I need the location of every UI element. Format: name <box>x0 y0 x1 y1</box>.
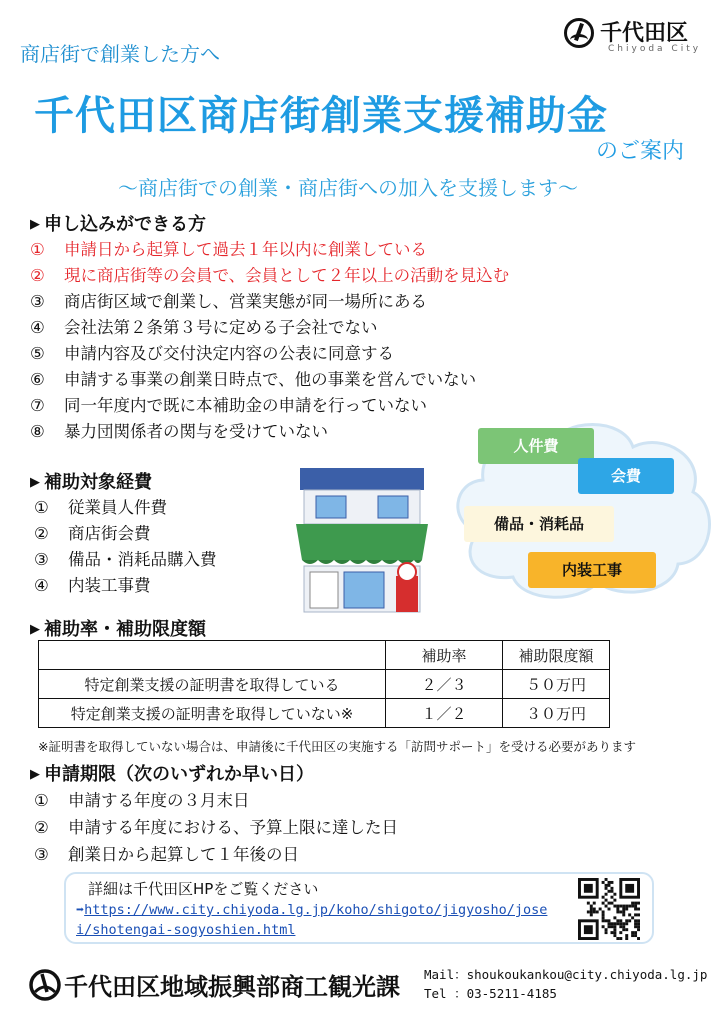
row-label: 特定創業支援の証明書を取得していない※ <box>39 699 386 728</box>
footer-tel[interactable]: Tel ：03-5211-4185 <box>424 986 557 1001</box>
deadline-heading: ▶ 申請期限（次のいずれか早い日） <box>30 764 314 785</box>
list-item <box>34 814 398 841</box>
eligibility-heading: ▶ 申し込みができる方 <box>30 214 206 235</box>
tag-supplies: 備品・消耗品 <box>464 506 614 542</box>
row-rate: ２／３ <box>386 670 503 699</box>
list-item-text: 備品・消耗品購入費 <box>68 550 217 569</box>
intro-text: 商店街で創業した方へ <box>20 42 220 66</box>
footer-department: 千代田区地域振興部商工観光課 <box>64 973 400 1001</box>
list-item <box>30 315 509 341</box>
page-title: 千代田区商店街創業支援補助金 <box>34 93 608 139</box>
row-rate: １／２ <box>386 699 503 728</box>
list-item-number: ⑧ <box>30 422 45 441</box>
footer-contact <box>424 965 707 1003</box>
list-item-number: ① <box>30 240 45 259</box>
list-item <box>30 237 509 263</box>
list-item <box>34 841 398 868</box>
list-item-number: ① <box>34 498 49 517</box>
info-heading: 詳細は千代田区HPをご覧ください <box>88 880 319 898</box>
deadline-list <box>34 787 398 868</box>
list-item-number: ⑤ <box>30 344 45 363</box>
list-item <box>34 495 217 521</box>
list-item-text: 商店街区域で創業し、営業実態が同一場所にある <box>64 292 427 311</box>
list-item-number: ② <box>34 818 49 837</box>
shop-illustration <box>292 464 432 616</box>
list-item-number: ③ <box>30 292 45 311</box>
list-item-number: ⑥ <box>30 370 45 389</box>
row-limit: ３０万円 <box>503 699 610 728</box>
list-item-text: 申請する事業の創業日時点で、他の事業を営んでいない <box>64 370 477 389</box>
triangle-bullet-icon: ▶ <box>30 767 40 782</box>
list-item-number: ③ <box>34 845 49 864</box>
rates-heading: ▶ 補助率・補助限度額 <box>30 619 206 640</box>
logo-sub: Chiyoda City <box>608 44 702 54</box>
footer-mail[interactable]: Mail：shoukoukankou@city.chiyoda.lg.jp <box>424 967 708 982</box>
list-item-number: ② <box>30 266 45 285</box>
list-item <box>30 263 509 289</box>
table-header-limit: 補助限度額 <box>503 641 610 670</box>
list-item <box>30 419 509 445</box>
subtitle: ～商店街での創業・商店街への加入を支援します～ <box>118 176 578 200</box>
expenses-heading: ▶ 補助対象経費 <box>30 472 152 493</box>
list-item-text: 従業員人件費 <box>68 498 167 517</box>
list-item-text: 同一年度内で既に本補助金の申請を行っていない <box>64 396 427 415</box>
list-item-text: 会社法第２条第３号に定める子会社でない <box>64 318 378 337</box>
list-item-text: 申請する年度における、予算上限に達した日 <box>68 818 398 837</box>
triangle-bullet-icon: ▶ <box>30 475 40 490</box>
list-item <box>34 521 217 547</box>
logo-name: 千代田区 <box>600 21 689 46</box>
expenses-list <box>34 495 217 599</box>
row-label: 特定創業支援の証明書を取得している <box>39 670 386 699</box>
list-item-number: ④ <box>30 318 45 337</box>
list-item <box>34 547 217 573</box>
title-suffix: のご案内 <box>596 139 685 164</box>
table-header-rate: 補助率 <box>386 641 503 670</box>
list-item-text: 現に商店街等の会員で、会員として２年以上の活動を見込む <box>64 266 510 285</box>
list-item <box>34 573 217 599</box>
footer-emblem-icon <box>28 968 62 1002</box>
table-row <box>39 699 610 728</box>
rates-note: ※証明書を取得していない場合は、申請後に千代田区の実施する「訪問サポート」を受ける必要があります <box>38 739 636 754</box>
list-item-text: 暴力団関係者の関与を受けていない <box>64 422 328 441</box>
list-item <box>34 787 398 814</box>
table-row <box>39 670 610 699</box>
list-item-number: ⑦ <box>30 396 45 415</box>
list-item <box>30 367 509 393</box>
list-item <box>30 393 509 419</box>
list-item <box>30 341 509 367</box>
list-item-text: 申請内容及び交付決定内容の公表に同意する <box>64 344 394 363</box>
tag-personnel: 人件費 <box>478 428 594 464</box>
list-item-number: ④ <box>34 576 49 595</box>
info-url-text[interactable]: https://www.city.chiyoda.lg.jp/koho/shigoto/jigyosho/josei/shotengai-sogyoshien.html <box>76 902 548 938</box>
chiyoda-logo <box>564 16 704 56</box>
eligibility-list <box>30 237 509 445</box>
list-item <box>30 289 509 315</box>
list-item-number: ② <box>34 524 49 543</box>
info-url-link[interactable] <box>76 900 556 940</box>
arrow-right-icon: ➡ <box>76 902 85 918</box>
table-header-row <box>39 641 610 670</box>
qr-code[interactable] <box>578 878 640 940</box>
triangle-bullet-icon: ▶ <box>30 217 40 232</box>
tag-dues: 会費 <box>578 458 674 494</box>
rates-table <box>38 640 610 728</box>
list-item-number: ① <box>34 791 49 810</box>
tag-interior: 内装工事 <box>528 552 656 588</box>
row-limit: ５０万円 <box>503 670 610 699</box>
list-item-text: 申請する年度の３月末日 <box>68 791 250 810</box>
list-item-text: 創業日から起算して１年後の日 <box>68 845 299 864</box>
list-item-text: 内装工事費 <box>68 576 151 595</box>
list-item-number: ③ <box>34 550 49 569</box>
list-item-text: 申請日から起算して過去１年以内に創業している <box>64 240 427 259</box>
table-header-empty <box>39 641 386 670</box>
triangle-bullet-icon: ▶ <box>30 622 40 637</box>
chiyoda-emblem-icon <box>564 18 594 48</box>
list-item-text: 商店街会費 <box>68 524 151 543</box>
